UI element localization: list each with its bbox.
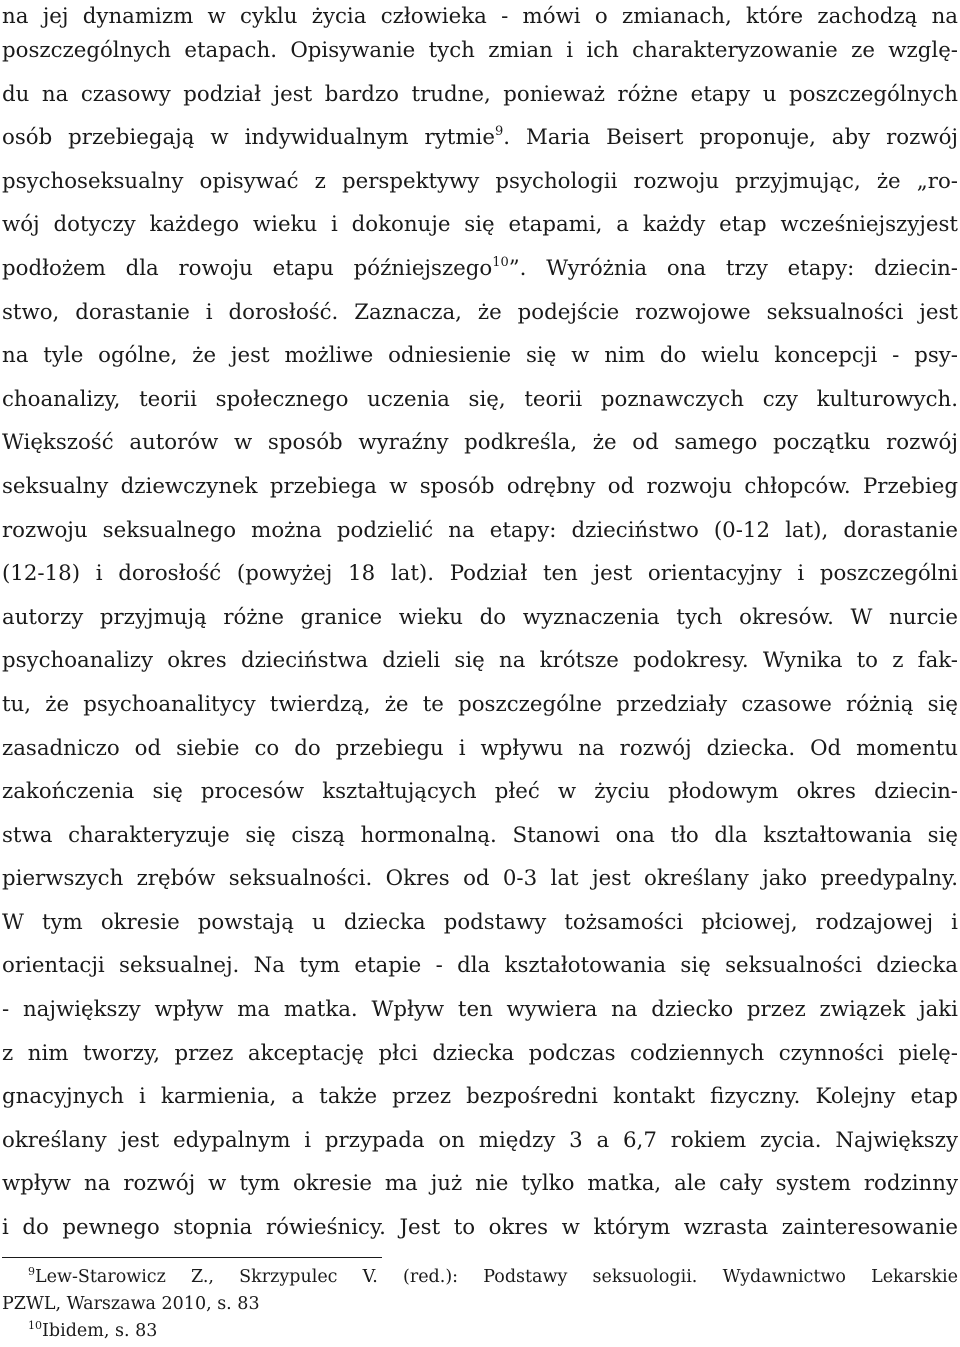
text-line: psychoanalizy okres dzieciństwa dzieli się na krótsze podokresy. Wynika to z fak- — [2, 648, 958, 674]
text-line: na jej dynamizm w cyklu życia człowieka - mówi o zmianach, które zachodzą na — [2, 4, 958, 29]
text-line: psychoseksualny opisywać z perspektywy psychologii rozwoju przyjmując, że „ro- — [2, 168, 958, 194]
footnote-number: 10 — [28, 1319, 42, 1332]
footnote-number: 9 — [28, 1265, 35, 1278]
footnote-10 — [2, 1318, 958, 1345]
text-line: stwo, dorastanie i dorosłość. Zaznacza, że podejście rozwojowe seksualności jest — [2, 299, 958, 325]
text-segment: . Maria Beisert proponuje, aby rozwój — [503, 125, 958, 151]
text-line: tu, że psychoanalitycy twierdzą, że te poszczególne przedziały czasowe różnią się — [2, 691, 958, 717]
text-line: określany jest edypalnym i przypada on między 3 a 6,7 rokiem zycia. Największy — [2, 1127, 958, 1153]
text-line: orientacji seksualnej. Na tym etapie - dla kształotowania się seksualności dziecka — [2, 953, 958, 979]
text-line: wój dotyczy każdego wieku i dokonuje się etapami, a każdy etap wcześniejszyjest — [2, 212, 958, 238]
text-line: autorzy przyjmują różne granice wieku do wyznaczenia tych okresów. W nurcie — [2, 604, 958, 630]
text-line: du na czasowy podział jest bardzo trudne, ponieważ różne etapy u poszczególnych — [2, 81, 958, 107]
text-line: poszczególnych etapach. Opisywanie tych zmian i ich charakteryzowanie ze wzglę- — [2, 38, 958, 63]
text-line: W tym okresie powstają u dziecka podstawy tożsamości płciowej, rodzajowej i — [2, 909, 958, 935]
text-segment: osób przebiegają w indywidualnym rytmie — [2, 125, 495, 151]
text-line: gnacyjnych i karmienia, a także przez bezpośredni kontakt fizyczny. Kolejny etap — [2, 1084, 958, 1110]
footnote-text: Lew-Starowicz Z., Skrzypulec V. (red.): Podstawy seksuologii. Wydawnictwo Lekarskie — [35, 1267, 958, 1287]
text-line — [2, 254, 958, 298]
text-line: zasadniczo od siebie co do przebiegu i wpływu na rozwój dziecka. Od momentu — [2, 735, 958, 761]
text-line: (12-18) i dorosłość (powyżej 18 lat). Podział ten jest orientacyjny i poszczególni — [2, 561, 958, 587]
text-line: stwa charakteryzuje się ciszą hormonalną. Stanowi ona tło dla kształtowania się — [2, 822, 958, 848]
footnotes — [2, 1264, 958, 1345]
text-line: Większość autorów w sposób wyraźny podkreśla, że od samego początku rozwój — [2, 430, 958, 456]
text-line: seksualny dziewczynek przebiega w sposób odrębny od rozwoju chłopców. Przebieg — [2, 473, 958, 499]
footnote-ref-10[interactable]: 10 — [492, 254, 509, 270]
text-segment: podłożem dla rowoju etapu późniejszego — [2, 255, 493, 281]
footnote-9-continuation: PZWL, Warszawa 2010, s. 83 — [2, 1294, 260, 1314]
footnote-separator — [2, 1257, 382, 1258]
footnote-text: Ibidem, s. 83 — [42, 1321, 158, 1341]
text-line — [2, 123, 958, 167]
text-line: i do pewnego stopnia rówieśnicy. Jest to okres w którym wzrasta zainteresowanie — [2, 1215, 958, 1241]
text-line: pierwszych zrębów seksualności. Okres od 0-3 lat jest określany jako preedypalny. — [2, 866, 958, 892]
text-line: wpływ na rozwój w tym okresie ma już nie tylko matka, ale cały system rodzinny — [2, 1171, 958, 1197]
text-line: zakończenia się procesów kształtujących płeć w życiu płodowym okres dziecin- — [2, 779, 958, 805]
text-segment: ”. Wyróżnia ona trzy etapy: dziecin- — [508, 255, 958, 281]
text-line: rozwoju seksualnego można podzielić na etapy: dzieciństwo (0-12 lat), dorastanie — [2, 517, 958, 543]
text-line: choanalizy, teorii społecznego uczenia się, teorii poznawczych czy kulturowych. — [2, 386, 958, 412]
footnote-9 — [2, 1264, 958, 1291]
text-line: - największy wpływ ma matka. Wpływ ten wywiera na dziecko przez związek jaki — [2, 997, 958, 1023]
body-paragraph — [2, 2, 958, 1257]
text-line: z nim tworzy, przez akceptację płci dziecka podczas codziennych czynności pielę- — [2, 1040, 958, 1066]
footnote-ref-9[interactable]: 9 — [494, 124, 504, 140]
text-line: na tyle ogólne, że jest możliwe odniesienie się w nim do wielu koncepcji - psy- — [2, 343, 958, 369]
